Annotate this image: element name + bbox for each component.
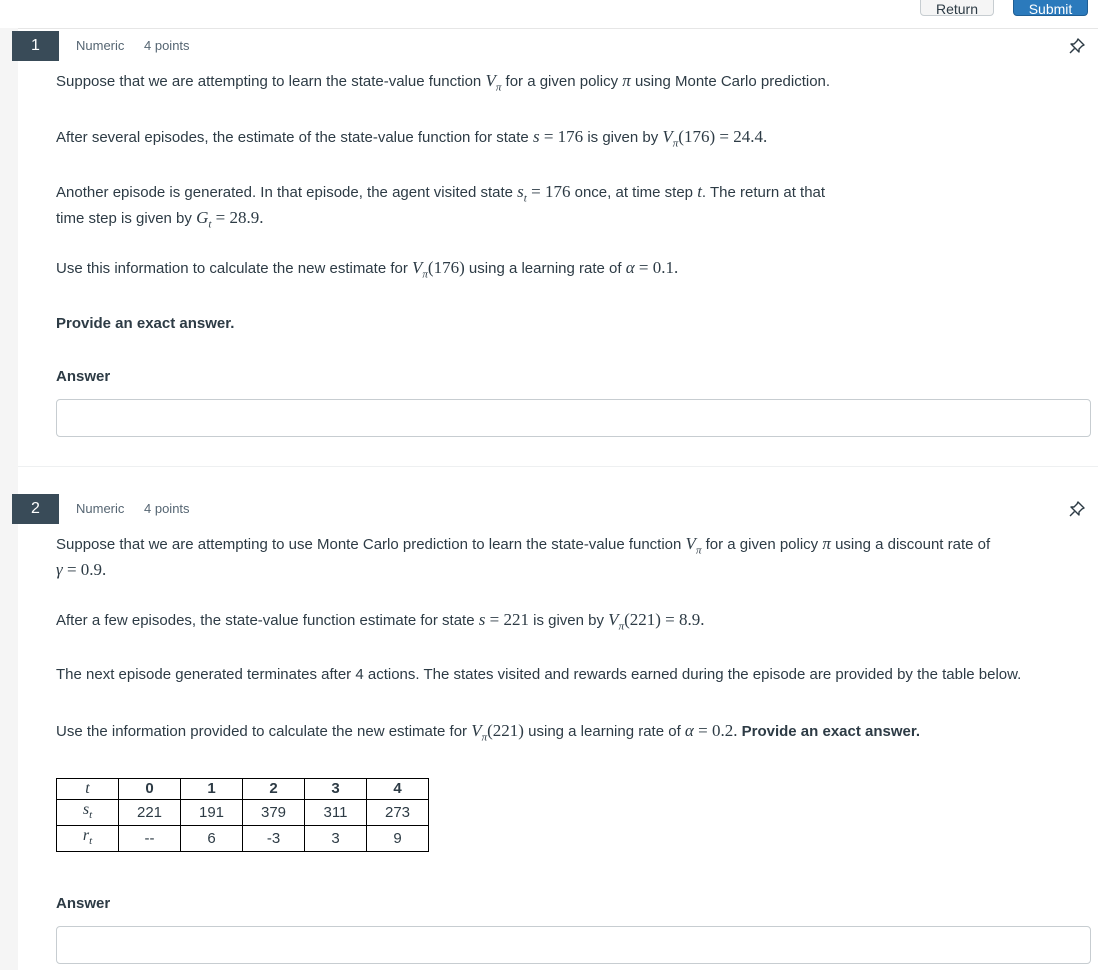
question-text-p3: Another episode is generated. In that episode, the agent visited state $s_t = 176$ once, at time step t. The return at that time step is given by $G_t = 28.9$. [56,182,826,231]
return-button[interactable]: Return [920,0,994,16]
question-text-p3: The next episode generated terminates after 4 actions. The states visited and rewards earned during the episode are provided by the table below. [56,666,1022,683]
question-type: Numeric [76,501,125,516]
submit-button[interactable]: Submit [1013,0,1088,16]
pin-icon[interactable] [1068,37,1086,55]
question-text-p4: Use this information to calculate the new estimate for $V_\pi(176)$ using a learning rate of α = 0.1. [56,258,679,281]
row-header-s: $s_t$ [57,800,119,826]
row-header-t: t [57,779,119,800]
question-text-p1: Suppose that we are attempting to use Monte Carlo prediction to learn the state-value function $V_\pi$ for a given policy π using a discount rate of γ = 0.9. [56,534,991,580]
question-type: Numeric [76,38,125,53]
answer-input-1[interactable] [56,399,1091,437]
question-points: 4 points [144,38,190,53]
table-row: $s_t$ 221 191 379 311 273 [57,800,429,826]
question-text-p2: After a few episodes, the state-value function estimate for state s = 221 is given by $V_\pi(221) = 8.9$. [56,610,705,633]
table-row: $r_t$ -- 6 -3 3 9 [57,826,429,852]
row-header-r: $r_t$ [57,826,119,852]
question-points: 4 points [144,501,190,516]
answer-label: Answer [56,895,111,912]
header-divider [0,28,1098,29]
question-number: 1 [12,31,59,61]
table-row: t 0 1 2 3 4 [57,779,429,800]
question-number: 2 [12,494,59,524]
pin-icon[interactable] [1068,500,1086,518]
question-text-p2: After several episodes, the estimate of the state-value function for state s = 176 is given by $V_\pi(176) = 24.4$. [56,127,768,150]
question-text-p1: Suppose that we are attempting to learn the state-value function $V_\pi$ for a given policy π using Monte Carlo prediction. [56,71,831,94]
question-text-p4: Use the information provided to calculate the new estimate for $V_\pi(221)$ using a learning rate of α = 0.2. Provide an exact answer. [56,721,921,744]
answer-label: Answer [56,368,111,385]
episode-table [56,778,429,852]
question-instruction: Provide an exact answer. [56,315,235,332]
question-divider [18,466,1098,467]
answer-input-2[interactable] [56,926,1091,964]
